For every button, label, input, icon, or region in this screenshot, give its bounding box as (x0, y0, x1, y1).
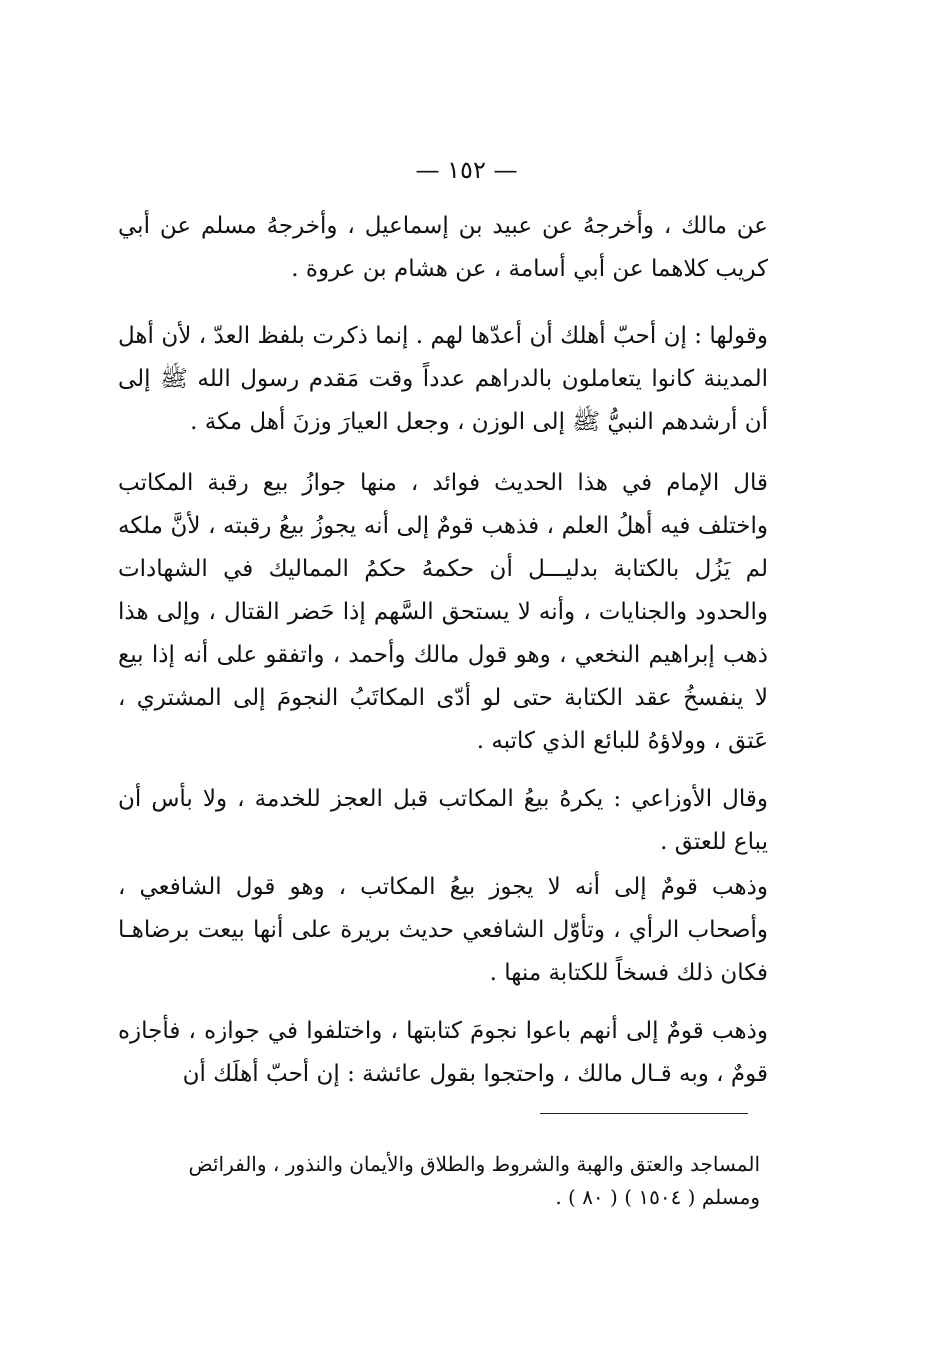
footnote-divider (540, 1113, 748, 1114)
footnote-line: المساجد والعتق والهبة والشروط والطلاق والأيمان والنذور ، والفرائض (188, 1152, 760, 1176)
paragraph-text: عن مالك ، وأخرجهُ عن عبيد بن إسماعيل ، وأخرجهُ مسلم عن أبي كريب كلاهما عن أبي أسامة ، عن هشام بن عروة . (118, 213, 768, 282)
footnote-line: ومسلم ( ١٥٠٤ ) ( ٨٠ ) . (555, 1185, 760, 1209)
paragraph-text: وذهب قومٌ إلى أنه لا يجوز بيعُ المكاتب ، وهو قول الشافعي ، وأصحاب الرأي ، وتأوّل الشافعي حديث بريرة على أنها بيعت برضاهـا فكان ذلك فسخاً للكتابة منها . (118, 874, 768, 986)
paragraph-text: وقولها : إن أحبّ أهلك أن أعدّها لهم . إنما ذكرت بلفظ العدّ ، لأن أهل المدينة كانوا يتعاملون بالدراهم عدداً وقت مَقدم رسول الله ﷺ إلى أن أرشدهم النبيُّ ﷺ إلى الوزن ، وجعل العيارَ وزنَ أهل مكة . (118, 323, 768, 435)
paragraph-awzai-opinion (118, 778, 768, 864)
paragraph-imam-commentary (118, 462, 768, 763)
paragraph-text: وذهب قومٌ إلى أنهم باعوا نجومَ كتابتها ، واختلفوا في جوازه ، فأجازه قومٌ ، وبه قـال مالك ، واحتجوا بقول عائشة : إن أحبّ أهلَك أن (118, 1018, 768, 1087)
footnote (105, 1148, 760, 1214)
page-number: — ١٥٢ — (415, 156, 518, 184)
paragraph-text: وقال الأوزاعي : يكرهُ بيعُ المكاتب قبل العجز للخدمة ، ولا بأس أن يباع للعتق . (118, 786, 768, 855)
paragraph-counting-explanation (118, 315, 768, 444)
paragraph-shafii-opinion (118, 866, 768, 995)
paragraph-hadith-sources (118, 205, 768, 291)
paragraph-installments-opinion (118, 1010, 768, 1096)
paragraph-text: قال الإمام في هذا الحديث فوائد ، منها جوازُ بيع رقبة المكاتب واختلف فيه أهلُ العلم ، فذهب قومٌ إلى أنه يجوزُ بيعُ رقبته ، لأنَّ ملكه لم يَزُل بالكتابة بدليـــل أن حكمهُ حكمُ المماليك في الشهادات والحدود والجنايات ، وأنه لا يستحق السَّهم إذا حَضر القتال ، وإلى هذا ذهب إبراهيم النخعي ، وهو قول مالك وأحمد ، واتفقو على أنه إذا بيع لا ينفسخُ عقد الكتابة حتى لو أدّى المكاتَبُ النجومَ إلى المشتري ، عَتق ، وولاؤهُ للبائع الذي كاتبه . (118, 470, 768, 754)
